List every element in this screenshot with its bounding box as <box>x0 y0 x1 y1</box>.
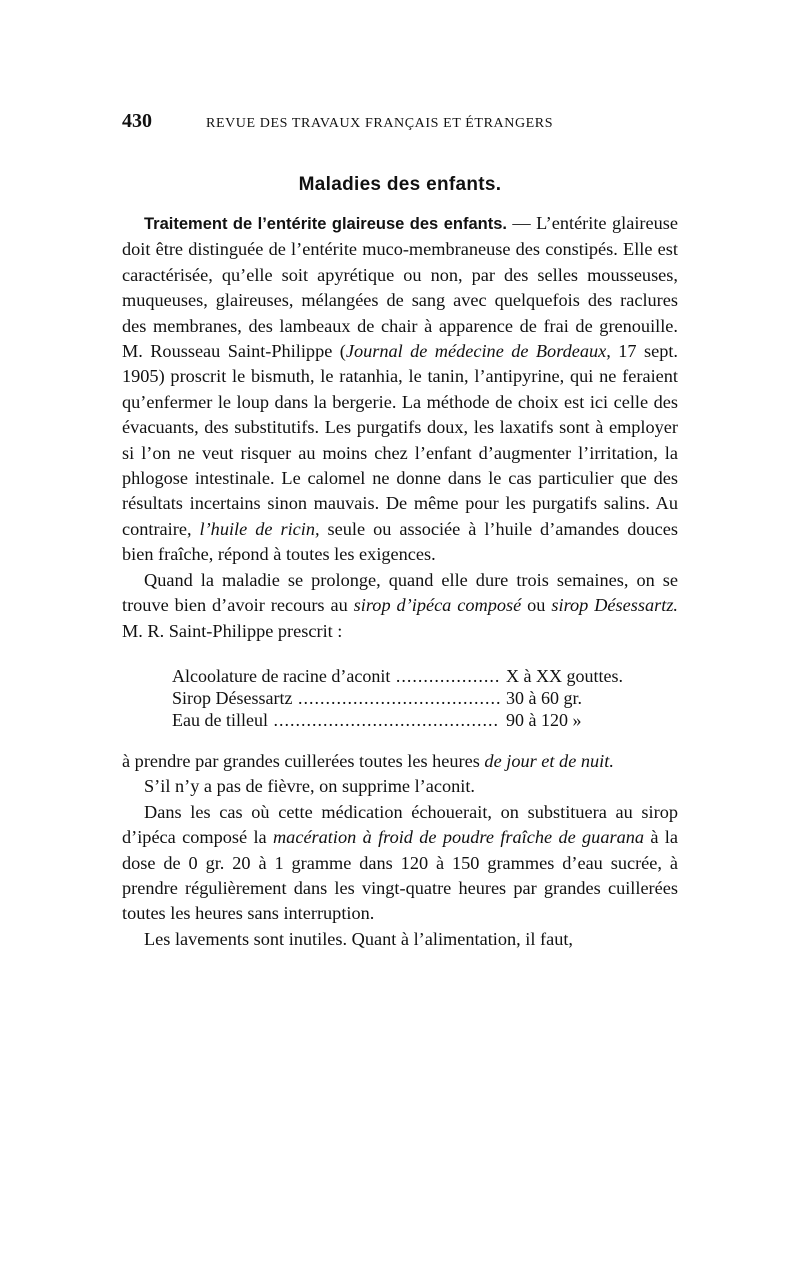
page <box>122 110 678 952</box>
remedy-name: sirop Désessartz. <box>551 595 679 616</box>
remedy-name: macération à froid de poudre fraîche de guarana <box>272 827 644 848</box>
prescription-item: Sirop Désessartz ..... <box>172 687 500 709</box>
section-title: Maladies des enfants. <box>298 174 502 195</box>
prescription-item: Eau de tilleul ..... <box>172 709 500 731</box>
page-number: 430 <box>122 110 152 132</box>
paragraph-text: à la dose de 0 gr. 20 à 1 gramme dans 120 à 150 grammes d’eau sucrée, à prendre régulièrement dans les vingt-quatre heures par grandes cuillerées toutes les heures sans interruption. <box>122 827 678 924</box>
paragraph-enterite <box>122 211 678 568</box>
paragraph-prolonged <box>122 568 678 644</box>
remedy-name: l’huile de ricin, <box>199 518 320 539</box>
journal-title: REVUE DES TRAVAUX FRANÇAIS ET ÉTRANGERS <box>206 116 554 131</box>
prescription-dose: 30 à 60 gr. <box>506 687 582 708</box>
paragraph-dosage <box>122 749 678 774</box>
article-title: Traitement de l’entérite glaireuse des enfants. <box>144 215 507 233</box>
journal-citation: Journal de médecine de Bordeaux, <box>345 341 611 362</box>
paragraph-text: 17 sept. 1905) proscrit le bismuth, le ratanhia, le tanin, l’antipyrine, qui ne feraient qu’enfermer le loup dans la bergerie. La méthode de choix est ici celle des évacuants, des substitutifs. Les purgatifs doux, les laxatifs sont à employer si l’on ne veut risquer au moins chez l’enfant d’augmenter l’irritation, la phlogose intestinale. Le calomel ne donne dans le cas particulier que des résultats incertains sinon mauvais. De même pour les purgatifs salins. Au contraire, <box>122 341 678 539</box>
emphasis: de jour et de nuit. <box>484 750 614 771</box>
paragraph-fever: S’il n’y a pas de fièvre, on supprime l’aconit. <box>144 776 475 797</box>
prescription-row <box>172 687 652 709</box>
paragraph-text: Quand la maladie se prolonge, quand elle dure trois semaines, on se trouve bien d’avoir recours au <box>122 569 678 616</box>
prescription-row <box>172 665 652 687</box>
prescription-item: Alcoolature de racine d’aconit ..... <box>172 665 500 687</box>
prescription <box>172 665 652 731</box>
paragraph-lavements: Les lavements sont inutiles. Quant à l’alimentation, il faut, <box>144 928 574 949</box>
paragraph-text: — L’entérite glaireuse doit être distinguée de l’entérite muco-membraneuse des constipés. Elle est caractérisée, qu’elle soit apyrétique ou non, par des selles mousseuses, muqueuses, glaireuses, mélangées de sang avec quelquefois des raclures des membranes, des lambeaux de chair à apparence de frai de grenouille. M. Rousseau Saint-Philippe ( <box>122 213 678 362</box>
prescription-row <box>172 709 652 731</box>
paragraph-text: Dans les cas où cette médication échouerait, on substituera au sirop d’ipéca composé la <box>122 801 678 848</box>
paragraph-text: seule ou associée à l’huile d’amandes douces bien fraîche, répond à toutes les exigences. <box>122 518 678 565</box>
running-head <box>122 110 678 150</box>
prescription-dose: X à XX gouttes. <box>506 665 623 686</box>
paragraph-text: ou <box>521 595 552 616</box>
paragraph-guarana <box>122 800 678 927</box>
paragraph-text: M. R. Saint-Philippe prescrit : <box>122 620 343 641</box>
remedy-name: sirop d’ipéca composé <box>353 595 522 616</box>
prescription-dose: 90 à 120 » <box>506 709 582 730</box>
paragraph-text: à prendre par grandes cuillerées toutes les heures <box>122 750 485 771</box>
